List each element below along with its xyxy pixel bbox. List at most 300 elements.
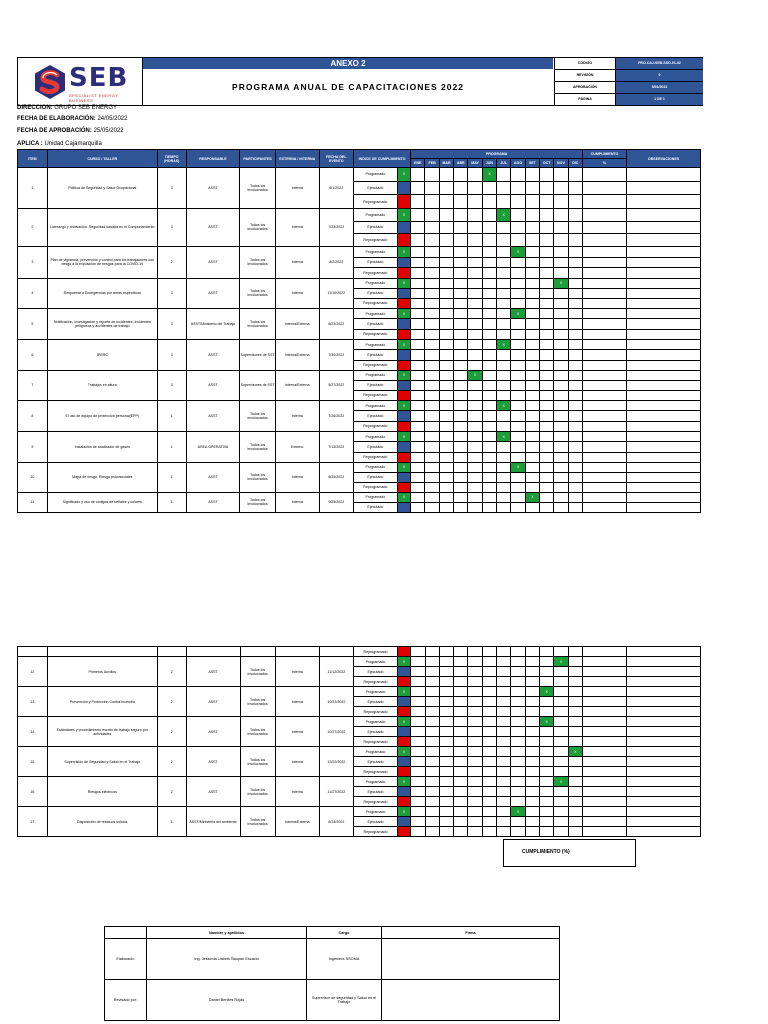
month-cell[interactable] [539, 462, 553, 472]
observaciones-cell[interactable] [627, 319, 701, 329]
observaciones-cell[interactable] [627, 817, 701, 827]
month-cell[interactable] [497, 370, 511, 380]
month-cell[interactable] [554, 400, 568, 410]
observaciones-cell[interactable] [627, 697, 701, 707]
month-cell[interactable] [525, 329, 539, 339]
month-cell[interactable] [454, 452, 468, 462]
month-cell[interactable] [568, 472, 582, 482]
month-cell[interactable] [525, 195, 539, 209]
cumplimiento-cell[interactable] [582, 827, 626, 837]
cumplimiento-cell[interactable] [582, 482, 626, 492]
month-cell[interactable] [439, 807, 453, 817]
month-cell[interactable] [511, 492, 525, 502]
month-cell[interactable] [482, 208, 496, 221]
month-cell[interactable] [525, 807, 539, 817]
month-cell[interactable] [468, 234, 482, 247]
month-cell[interactable]: X [468, 370, 482, 380]
month-cell[interactable] [554, 257, 568, 268]
month-cell[interactable] [568, 268, 582, 279]
month-cell[interactable] [439, 697, 453, 707]
cumplimiento-cell[interactable] [582, 777, 626, 787]
month-cell[interactable] [525, 246, 539, 257]
month-cell[interactable] [411, 727, 425, 737]
month-cell[interactable] [425, 647, 439, 657]
month-cell[interactable] [439, 492, 453, 502]
month-cell[interactable] [468, 687, 482, 697]
month-cell[interactable] [525, 747, 539, 757]
month-cell[interactable] [554, 308, 568, 318]
observaciones-cell[interactable] [627, 431, 701, 441]
observaciones-cell[interactable] [627, 257, 701, 268]
month-cell[interactable] [468, 717, 482, 727]
observaciones-cell[interactable] [627, 329, 701, 339]
month-cell[interactable] [454, 195, 468, 209]
cumplimiento-cell[interactable] [582, 411, 626, 421]
month-cell[interactable] [568, 360, 582, 370]
signature-firma[interactable] [382, 980, 560, 1021]
month-cell[interactable] [525, 298, 539, 308]
month-cell[interactable] [511, 647, 525, 657]
month-cell[interactable] [454, 278, 468, 288]
month-cell[interactable] [482, 257, 496, 268]
cumplimiento-cell[interactable] [582, 787, 626, 797]
month-cell[interactable] [568, 717, 582, 727]
month-cell[interactable] [411, 278, 425, 288]
observaciones-cell[interactable] [627, 777, 701, 787]
month-cell[interactable] [468, 482, 482, 492]
month-cell[interactable] [468, 777, 482, 787]
signature-firma[interactable] [382, 939, 560, 980]
cumplimiento-cell[interactable] [582, 797, 626, 807]
month-cell[interactable] [511, 319, 525, 329]
month-cell[interactable] [425, 687, 439, 697]
month-cell[interactable] [482, 234, 496, 247]
month-cell[interactable] [454, 350, 468, 360]
month-cell[interactable] [454, 411, 468, 421]
month-cell[interactable] [468, 411, 482, 421]
month-cell[interactable] [525, 797, 539, 807]
month-cell[interactable] [525, 268, 539, 279]
observaciones-cell[interactable] [627, 472, 701, 482]
month-cell[interactable] [454, 502, 468, 512]
month-cell[interactable] [411, 257, 425, 268]
month-cell[interactable] [568, 350, 582, 360]
month-cell[interactable] [411, 717, 425, 727]
cumplimiento-cell[interactable] [582, 298, 626, 308]
month-cell[interactable] [468, 319, 482, 329]
month-cell[interactable] [511, 350, 525, 360]
month-cell[interactable] [439, 452, 453, 462]
cumplimiento-cell[interactable] [582, 767, 626, 777]
month-cell[interactable] [511, 288, 525, 298]
month-cell[interactable] [425, 400, 439, 410]
month-cell[interactable] [539, 370, 553, 380]
month-cell[interactable] [468, 697, 482, 707]
month-cell[interactable] [482, 370, 496, 380]
month-cell[interactable] [568, 208, 582, 221]
month-cell[interactable] [539, 246, 553, 257]
month-cell[interactable] [411, 482, 425, 492]
observaciones-cell[interactable] [627, 492, 701, 502]
month-cell[interactable] [497, 360, 511, 370]
month-cell[interactable] [425, 657, 439, 667]
month-cell[interactable] [482, 707, 496, 717]
month-cell[interactable] [525, 400, 539, 410]
month-cell[interactable] [439, 390, 453, 400]
month-cell[interactable] [511, 797, 525, 807]
month-cell[interactable] [554, 339, 568, 349]
month-cell[interactable] [411, 667, 425, 677]
month-cell[interactable] [411, 329, 425, 339]
month-cell[interactable] [568, 482, 582, 492]
month-cell[interactable] [411, 308, 425, 318]
observaciones-cell[interactable] [627, 667, 701, 677]
month-cell[interactable] [454, 472, 468, 482]
month-cell[interactable] [482, 667, 496, 677]
observaciones-cell[interactable] [627, 657, 701, 667]
month-cell[interactable] [497, 221, 511, 234]
month-cell[interactable] [525, 657, 539, 667]
month-cell[interactable] [497, 472, 511, 482]
month-cell[interactable] [525, 370, 539, 380]
month-cell[interactable] [482, 687, 496, 697]
month-cell[interactable] [468, 677, 482, 687]
month-cell[interactable] [454, 208, 468, 221]
month-cell[interactable] [425, 411, 439, 421]
month-cell[interactable] [554, 767, 568, 777]
month-cell[interactable] [511, 452, 525, 462]
month-cell[interactable] [439, 767, 453, 777]
month-cell[interactable] [411, 350, 425, 360]
observaciones-cell[interactable] [627, 787, 701, 797]
month-cell[interactable] [411, 797, 425, 807]
month-cell[interactable] [411, 757, 425, 767]
month-cell[interactable] [497, 390, 511, 400]
month-cell[interactable] [525, 462, 539, 472]
month-cell[interactable] [425, 482, 439, 492]
month-cell[interactable] [511, 667, 525, 677]
month-cell[interactable] [497, 246, 511, 257]
month-cell[interactable] [482, 442, 496, 452]
month-cell[interactable] [539, 308, 553, 318]
month-cell[interactable] [439, 797, 453, 807]
month-cell[interactable] [568, 817, 582, 827]
month-cell[interactable] [439, 278, 453, 288]
month-cell[interactable] [439, 421, 453, 431]
month-cell[interactable] [497, 462, 511, 472]
month-cell[interactable] [554, 350, 568, 360]
month-cell[interactable] [511, 400, 525, 410]
month-cell[interactable] [468, 360, 482, 370]
month-cell[interactable] [554, 268, 568, 279]
month-cell[interactable] [468, 421, 482, 431]
month-cell[interactable] [497, 492, 511, 502]
month-cell[interactable] [482, 502, 496, 512]
month-cell[interactable] [454, 234, 468, 247]
month-cell[interactable] [482, 492, 496, 502]
observaciones-cell[interactable] [627, 677, 701, 687]
month-cell[interactable] [411, 472, 425, 482]
month-cell[interactable] [539, 208, 553, 221]
month-cell[interactable] [468, 817, 482, 827]
month-cell[interactable] [411, 288, 425, 298]
month-cell[interactable] [439, 727, 453, 737]
month-cell[interactable] [568, 727, 582, 737]
month-cell[interactable]: X [497, 431, 511, 441]
month-cell[interactable] [454, 492, 468, 502]
month-cell[interactable] [439, 737, 453, 747]
month-cell[interactable] [482, 767, 496, 777]
month-cell[interactable] [468, 797, 482, 807]
month-cell[interactable] [454, 787, 468, 797]
month-cell[interactable] [439, 221, 453, 234]
month-cell[interactable] [482, 181, 496, 195]
observaciones-cell[interactable] [627, 827, 701, 837]
month-cell[interactable] [454, 168, 468, 182]
month-cell[interactable] [497, 298, 511, 308]
month-cell[interactable] [482, 747, 496, 757]
month-cell[interactable]: X [568, 747, 582, 757]
month-cell[interactable] [425, 827, 439, 837]
month-cell[interactable] [411, 268, 425, 279]
month-cell[interactable] [497, 380, 511, 390]
month-cell[interactable] [568, 827, 582, 837]
month-cell[interactable]: X [554, 657, 568, 667]
month-cell[interactable] [425, 707, 439, 717]
month-cell[interactable] [482, 298, 496, 308]
month-cell[interactable] [525, 208, 539, 221]
month-cell[interactable] [411, 687, 425, 697]
month-cell[interactable] [568, 257, 582, 268]
month-cell[interactable] [568, 181, 582, 195]
month-cell[interactable]: X [511, 807, 525, 817]
month-cell[interactable] [511, 168, 525, 182]
month-cell[interactable] [482, 697, 496, 707]
month-cell[interactable] [511, 411, 525, 421]
month-cell[interactable] [482, 817, 496, 827]
month-cell[interactable] [525, 431, 539, 441]
month-cell[interactable] [539, 339, 553, 349]
month-cell[interactable] [525, 707, 539, 717]
month-cell[interactable] [497, 757, 511, 767]
month-cell[interactable] [468, 502, 482, 512]
month-cell[interactable] [525, 482, 539, 492]
month-cell[interactable]: X [511, 462, 525, 472]
month-cell[interactable] [425, 697, 439, 707]
month-cell[interactable]: X [540, 717, 554, 727]
month-cell[interactable] [411, 737, 425, 747]
cumplimiento-cell[interactable] [582, 168, 626, 182]
month-cell[interactable] [425, 390, 439, 400]
month-cell[interactable] [525, 757, 539, 767]
month-cell[interactable] [525, 380, 539, 390]
month-cell[interactable] [468, 329, 482, 339]
month-cell[interactable] [411, 234, 425, 247]
month-cell[interactable] [482, 268, 496, 279]
month-cell[interactable] [425, 234, 439, 247]
observaciones-cell[interactable] [627, 747, 701, 757]
month-cell[interactable] [411, 400, 425, 410]
month-cell[interactable] [554, 492, 568, 502]
month-cell[interactable] [554, 687, 568, 697]
month-cell[interactable] [482, 431, 496, 441]
month-cell[interactable] [454, 727, 468, 737]
month-cell[interactable] [454, 339, 468, 349]
month-cell[interactable] [539, 288, 553, 298]
month-cell[interactable] [411, 390, 425, 400]
month-cell[interactable] [525, 737, 539, 747]
month-cell[interactable] [554, 360, 568, 370]
month-cell[interactable]: X [482, 168, 496, 182]
month-cell[interactable] [454, 777, 468, 787]
month-cell[interactable] [439, 234, 453, 247]
month-cell[interactable] [411, 221, 425, 234]
observaciones-cell[interactable] [627, 707, 701, 717]
month-cell[interactable] [568, 380, 582, 390]
month-cell[interactable] [525, 667, 539, 677]
month-cell[interactable] [568, 298, 582, 308]
month-cell[interactable] [425, 472, 439, 482]
month-cell[interactable] [482, 421, 496, 431]
observaciones-cell[interactable] [627, 350, 701, 360]
month-cell[interactable] [511, 737, 525, 747]
month-cell[interactable] [454, 817, 468, 827]
month-cell[interactable] [497, 807, 511, 817]
month-cell[interactable] [411, 657, 425, 667]
cumplimiento-cell[interactable] [582, 452, 626, 462]
month-cell[interactable] [425, 181, 439, 195]
month-cell[interactable] [554, 246, 568, 257]
month-cell[interactable] [554, 370, 568, 380]
month-cell[interactable] [482, 827, 496, 837]
month-cell[interactable] [425, 380, 439, 390]
month-cell[interactable] [425, 329, 439, 339]
month-cell[interactable] [525, 717, 539, 727]
month-cell[interactable] [497, 288, 511, 298]
cumplimiento-cell[interactable] [582, 707, 626, 717]
month-cell[interactable] [525, 221, 539, 234]
month-cell[interactable] [540, 727, 554, 737]
month-cell[interactable] [525, 288, 539, 298]
month-cell[interactable] [568, 737, 582, 747]
month-cell[interactable]: X [525, 492, 539, 502]
month-cell[interactable]: X [497, 400, 511, 410]
month-cell[interactable] [511, 257, 525, 268]
month-cell[interactable] [568, 442, 582, 452]
cumplimiento-cell[interactable] [582, 677, 626, 687]
month-cell[interactable] [554, 298, 568, 308]
month-cell[interactable] [468, 268, 482, 279]
month-cell[interactable] [554, 647, 568, 657]
cumplimiento-cell[interactable] [582, 350, 626, 360]
month-cell[interactable] [439, 657, 453, 667]
month-cell[interactable] [539, 234, 553, 247]
month-cell[interactable] [482, 647, 496, 657]
month-cell[interactable] [497, 308, 511, 318]
month-cell[interactable] [468, 747, 482, 757]
cumplimiento-cell[interactable] [582, 181, 626, 195]
month-cell[interactable] [439, 319, 453, 329]
month-cell[interactable] [482, 278, 496, 288]
month-cell[interactable] [511, 329, 525, 339]
month-cell[interactable] [468, 647, 482, 657]
month-cell[interactable] [511, 687, 525, 697]
month-cell[interactable] [539, 421, 553, 431]
month-cell[interactable] [568, 288, 582, 298]
month-cell[interactable] [568, 221, 582, 234]
observaciones-cell[interactable] [627, 278, 701, 288]
month-cell[interactable] [568, 657, 582, 667]
month-cell[interactable] [525, 308, 539, 318]
month-cell[interactable] [540, 647, 554, 657]
month-cell[interactable] [411, 817, 425, 827]
month-cell[interactable] [568, 195, 582, 209]
month-cell[interactable] [554, 667, 568, 677]
month-cell[interactable] [525, 677, 539, 687]
cumplimiento-cell[interactable] [582, 717, 626, 727]
observaciones-cell[interactable] [627, 737, 701, 747]
month-cell[interactable] [497, 319, 511, 329]
month-cell[interactable] [525, 687, 539, 697]
month-cell[interactable] [511, 787, 525, 797]
month-cell[interactable] [554, 482, 568, 492]
month-cell[interactable] [468, 657, 482, 667]
month-cell[interactable] [439, 747, 453, 757]
month-cell[interactable] [411, 452, 425, 462]
month-cell[interactable] [454, 462, 468, 472]
month-cell[interactable] [468, 667, 482, 677]
month-cell[interactable] [525, 181, 539, 195]
month-cell[interactable] [482, 452, 496, 462]
month-cell[interactable] [468, 278, 482, 288]
month-cell[interactable] [540, 707, 554, 717]
month-cell[interactable] [568, 168, 582, 182]
observaciones-cell[interactable] [627, 268, 701, 279]
month-cell[interactable] [511, 717, 525, 727]
month-cell[interactable] [454, 687, 468, 697]
month-cell[interactable] [439, 777, 453, 787]
observaciones-cell[interactable] [627, 195, 701, 209]
month-cell[interactable] [439, 442, 453, 452]
month-cell[interactable] [511, 278, 525, 288]
month-cell[interactable] [425, 807, 439, 817]
month-cell[interactable] [468, 462, 482, 472]
month-cell[interactable] [439, 462, 453, 472]
month-cell[interactable] [525, 390, 539, 400]
month-cell[interactable] [511, 234, 525, 247]
month-cell[interactable] [411, 246, 425, 257]
month-cell[interactable] [468, 298, 482, 308]
month-cell[interactable] [411, 697, 425, 707]
month-cell[interactable] [554, 421, 568, 431]
month-cell[interactable] [439, 246, 453, 257]
month-cell[interactable] [525, 452, 539, 462]
month-cell[interactable] [411, 339, 425, 349]
observaciones-cell[interactable] [627, 168, 701, 182]
month-cell[interactable] [511, 777, 525, 787]
month-cell[interactable] [439, 268, 453, 279]
month-cell[interactable] [511, 442, 525, 452]
month-cell[interactable] [568, 308, 582, 318]
month-cell[interactable] [425, 797, 439, 807]
month-cell[interactable] [540, 667, 554, 677]
month-cell[interactable] [425, 777, 439, 787]
observaciones-cell[interactable] [627, 502, 701, 512]
month-cell[interactable] [454, 757, 468, 767]
month-cell[interactable] [525, 319, 539, 329]
month-cell[interactable] [511, 697, 525, 707]
month-cell[interactable] [468, 246, 482, 257]
